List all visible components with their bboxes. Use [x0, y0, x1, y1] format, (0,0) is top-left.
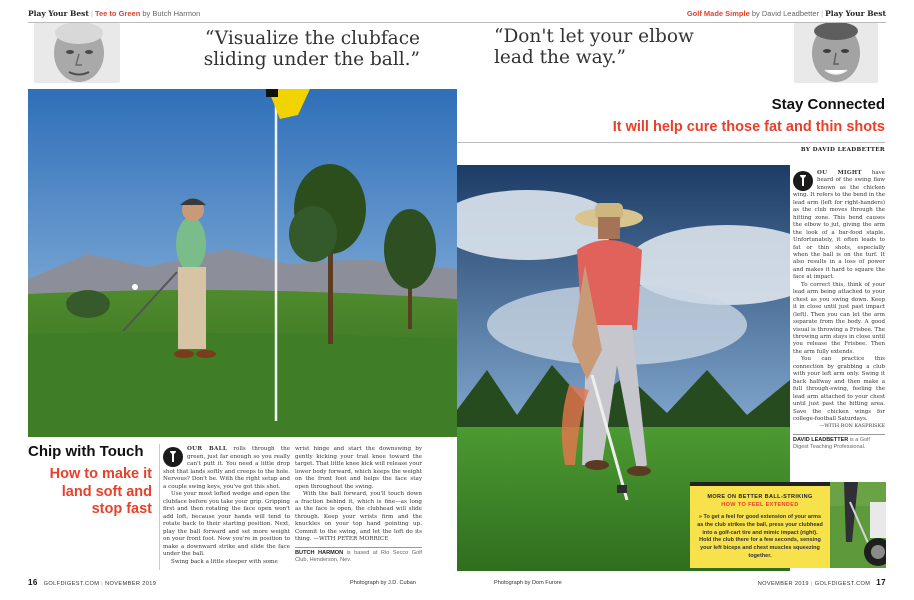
left-footer-issue: NOVEMBER 2019: [105, 581, 157, 587]
left-body-paragraph: With the ball forward, you'll touch down a fraction behind it, which is fine—as long as the face is open, the clubhead will slide through. Keep your wrists firm and the knuckles on your top hand pointing up. Commit to the swing, and let the loft do its thing. —WITH PETER MORRICE: [295, 491, 422, 542]
sidebar-subtitle: HOW TO FEEL EXTENDED: [721, 502, 799, 508]
right-article-deck: It will help cure those fat and thin shots: [612, 119, 885, 135]
right-photo-credit: Photograph by Dom Furore: [494, 580, 562, 586]
right-page-footer: NOVEMBER 2019 | GOLFDIGEST.COM 17: [757, 578, 886, 587]
left-page-footer: 16 GOLFDIGEST.COM | NOVEMBER 2019: [28, 578, 157, 587]
right-page-header: Golf Made Simple by David Leadbetter | Play Your Best: [686, 9, 886, 18]
right-section-label: Play Your Best: [825, 9, 886, 18]
left-column-name: Tee to Green: [94, 9, 141, 18]
left-body-paragraph: rolls through the green, just far enough so you really can't putt it. You need a little drop shot that lands softly and creeps to the hole. Nervous? Don't be. With the right setup and a couple swing keys, you've got this shot.: [163, 446, 291, 490]
right-body-paragraph: have heard of the swing flaw known as the chicken wing. It refers to the bend in the lead arm (left for right-handers) as the club moves through the hitting zone. This bend causes the elbow to jut, giving the arm the look of a bar-food staple. Unfortunately, it often leads to fat or thin shots, especially when the ball is on the turf. It also results in a loss of power and makes it hard to square the face at impact.: [793, 170, 885, 281]
right-with-credit: —WITH RON KASPRISKE: [819, 423, 885, 430]
right-bio-name: DAVID LEADBETTER: [793, 436, 849, 443]
right-article-byline: BY DAVID LEADBETTER: [800, 147, 885, 153]
bio-rule: [295, 547, 422, 548]
sidebar-title: MORE ON BETTER BALL-STRIKING: [707, 494, 813, 500]
left-column-byline: by Butch Harmon: [142, 9, 201, 18]
right-bio-text: is a Golf Digest Teaching Professional.: [793, 436, 870, 451]
left-lead-in: OUR BALL: [187, 446, 228, 452]
tee-drop-cap-icon: [163, 447, 183, 467]
right-page-number: 17: [876, 578, 886, 587]
left-body-paragraph: wrist hinge and start the downswing by gently kicking your trail knee toward the target. That little knee kick will release your lower body forward, which keeps the weight on the front foot and helps the face stay open throughout the swing.: [295, 446, 422, 490]
right-deck-rule: [457, 142, 885, 143]
right-body-paragraph: You can practice this connection by grabbing a club with your left arm only. Swing it back halfway and then make a full through-swing, feeling the lead arm attached to your chest until just past the hitting area. Save the chicken wings for college-football Saturdays.: [793, 356, 885, 422]
bio-rule: [793, 434, 885, 435]
golf-cart-tire-photo: [830, 482, 886, 568]
left-bio-text: is based at Rio Secco Golf Club, Henderson, Nev.: [295, 549, 422, 563]
header-rule: [28, 22, 886, 23]
david-leadbetter-headshot: [794, 23, 878, 83]
right-pull-quote: “Don't let your elbow lead the way.”: [494, 26, 694, 68]
right-footer-site: GOLFDIGEST.COM: [814, 581, 871, 587]
left-photo-credit: Photograph by J.D. Cuban: [350, 580, 416, 586]
left-author-bio: [295, 550, 422, 565]
sidebar-text: » To get a feel for good extension of your arms as the club strikes the ball, press your clubhead into a golf-cart tire and mimic impact (right). Hold the club there for a few seconds, sensing your left biceps and chest muscles squeezing together.: [697, 514, 823, 559]
left-page-header: Play Your Best | Tee to Green by Butch Harmon: [28, 9, 201, 18]
right-column-byline: by David Leadbetter: [751, 9, 820, 18]
better-ball-striking-sidebar: [690, 482, 830, 568]
left-footer-site: GOLFDIGEST.COM: [43, 581, 100, 587]
left-article-column-1: [163, 446, 290, 566]
butch-harmon-headshot: [34, 23, 120, 83]
left-article-title: Chip with Touch: [28, 443, 144, 460]
right-footer-issue: NOVEMBER 2019: [757, 581, 809, 587]
tee-drop-cap-icon: [793, 171, 813, 191]
left-pull-quote: “Visualize the clubface sliding under the ball.”: [203, 28, 420, 70]
left-article-column-2: [295, 446, 422, 565]
right-article-column: [793, 170, 885, 452]
right-body-paragraph: To correct this, think of your lead arm being attached to your chest as you swing down. Keep it in close until just past impact (left). Then you can let the arm separate from the body. A good visual is throwing a Frisbee. The throwing arm stays in close until you release the Frisbee. Then the arm fully extends.: [793, 281, 885, 355]
harmon-chipping-photo: [28, 89, 457, 437]
left-section-label: Play Your Best: [28, 9, 89, 18]
right-column-name: Golf Made Simple: [686, 9, 750, 18]
left-article-deck: How to make it land soft and stop fast: [49, 466, 152, 517]
left-bio-name: BUTCH HARMON: [295, 549, 344, 556]
left-body-paragraph: Use your most lofted wedge and open the clubface before you take your grip. Gripping first and then rotating the face open won't add loft, because your hands will tend to rotate back to their starting position. Next, play the ball forward and set more weight on your front foot. Now you're in position to make a downward strike and slide the face under the ball.: [163, 491, 290, 557]
left-page-number: 16: [28, 578, 38, 587]
right-lead-in: OU MIGHT: [817, 170, 862, 176]
left-article-column-rule: [159, 444, 160, 570]
right-author-bio: [793, 437, 885, 452]
right-article-title: Stay Connected: [771, 96, 885, 113]
left-body-paragraph: Swing back a little steeper with some: [171, 558, 278, 565]
